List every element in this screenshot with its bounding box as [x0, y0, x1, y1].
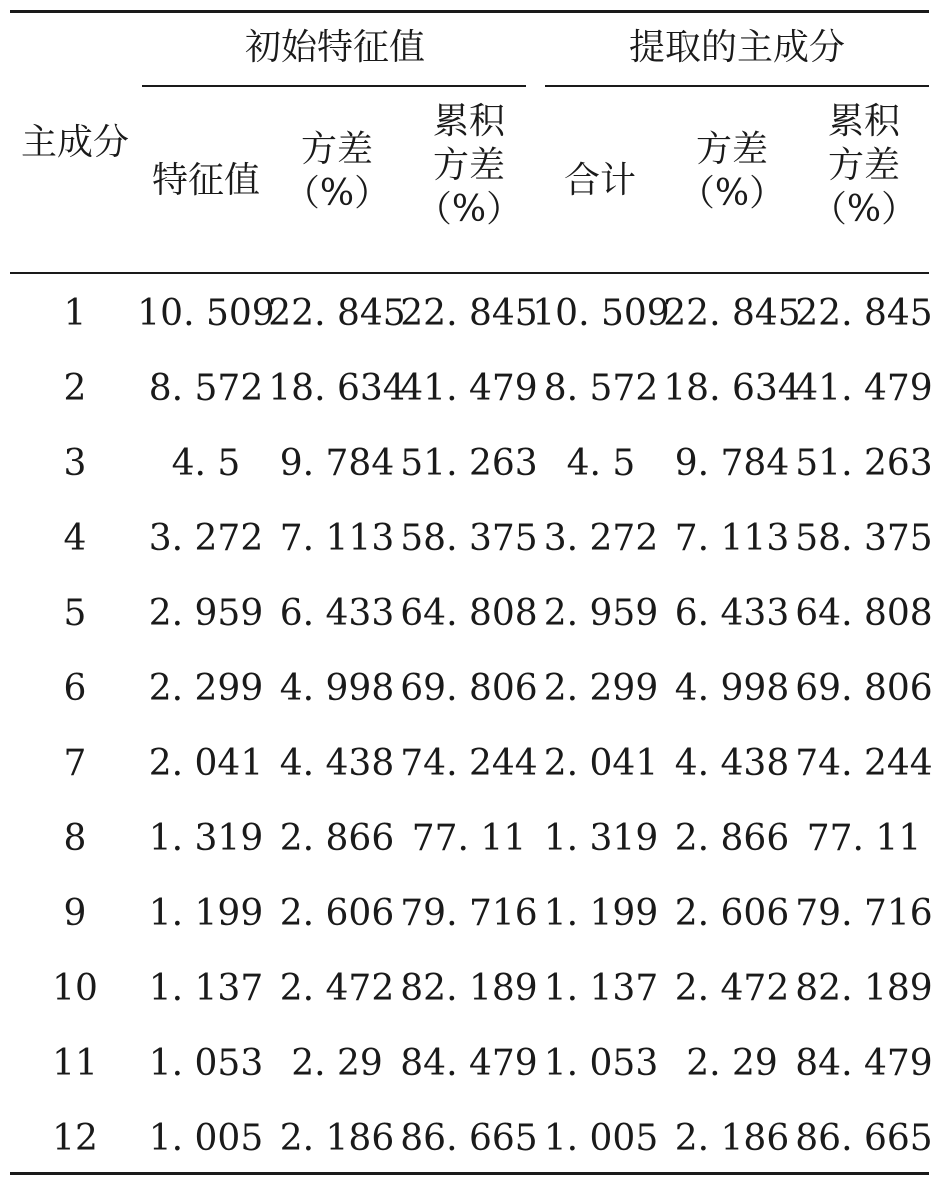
cell-variance: 2. 472: [279, 968, 395, 1009]
cell-variance-extracted: 2. 186: [674, 1118, 790, 1159]
group-header-initial: 初始特征值: [244, 27, 425, 68]
cell-variance-extracted: 18. 634: [663, 368, 801, 409]
cell-total: 1. 053: [543, 1043, 659, 1084]
row-header: 主成分: [20, 122, 129, 163]
group-underline-initial: [142, 85, 526, 87]
cell-variance: 18. 634: [268, 368, 406, 409]
cell-variance-extracted: 6. 433: [674, 593, 790, 634]
cell-eigenvalue: 1. 137: [148, 968, 264, 1009]
cell-variance-extracted: 2. 472: [674, 968, 790, 1009]
cell-cumulative-extracted: 84. 479: [795, 1043, 933, 1084]
col-header-cumulative-label-1: 累积: [827, 101, 900, 142]
cell-component: 7: [63, 743, 87, 784]
cell-total: 2. 959: [543, 593, 659, 634]
cell-component: 6: [63, 668, 87, 709]
cell-cumulative: 69. 806: [400, 668, 538, 709]
cell-variance-extracted: 7. 113: [674, 518, 790, 559]
cell-cumulative-extracted: 64. 808: [795, 593, 933, 634]
cell-component: 9: [63, 893, 87, 934]
cell-total: 1. 005: [543, 1118, 659, 1159]
cell-total: 4. 5: [566, 443, 636, 484]
col-header-variance-unit: （%）: [283, 172, 391, 214]
cell-cumulative-extracted: 74. 244: [795, 743, 933, 784]
cell-eigenvalue: 2. 299: [148, 668, 264, 709]
col-header-cumulative-initial: [404, 100, 534, 232]
cell-cumulative-extracted: 82. 189: [795, 968, 933, 1009]
cell-component: 3: [63, 443, 87, 484]
cell-component: 5: [63, 593, 87, 634]
cell-eigenvalue: 8. 572: [148, 368, 264, 409]
cell-component: 4: [63, 518, 87, 559]
col-header-cumulative-extracted: [799, 100, 929, 232]
cell-cumulative-extracted: 79. 716: [795, 893, 933, 934]
cell-variance-extracted: 9. 784: [674, 443, 790, 484]
cell-cumulative-extracted: 41. 479: [795, 368, 933, 409]
group-underline-extracted: [545, 85, 929, 87]
col-header-variance-label: 方差: [300, 129, 373, 170]
cell-cumulative-extracted: 58. 375: [795, 518, 933, 559]
cell-eigenvalue: 1. 005: [148, 1118, 264, 1159]
cell-cumulative: 51. 263: [400, 443, 538, 484]
cell-cumulative: 86. 665: [400, 1118, 538, 1159]
cell-total: 1. 199: [543, 893, 659, 934]
cell-cumulative: 84. 479: [400, 1043, 538, 1084]
cell-cumulative: 22. 845: [400, 293, 538, 334]
col-header-total: 合计: [563, 160, 636, 201]
cell-eigenvalue: 4. 5: [171, 443, 241, 484]
bottom-rule: [10, 1172, 929, 1175]
cell-cumulative: 77. 11: [411, 818, 527, 859]
cell-variance-extracted: 4. 438: [674, 743, 790, 784]
cell-total: 3. 272: [543, 518, 659, 559]
cell-variance: 2. 866: [279, 818, 395, 859]
col-header-eigenvalue: 特征值: [151, 160, 260, 201]
cell-eigenvalue: 1. 053: [148, 1043, 264, 1084]
cell-cumulative: 74. 244: [400, 743, 538, 784]
col-header-variance-label: 方差: [695, 129, 768, 170]
cell-cumulative: 41. 479: [400, 368, 538, 409]
cell-cumulative-extracted: 22. 845: [795, 293, 933, 334]
cell-eigenvalue: 2. 959: [148, 593, 264, 634]
header-rule: [10, 272, 929, 274]
cell-variance: 2. 606: [279, 893, 395, 934]
cell-component: 10: [52, 968, 98, 1009]
cell-eigenvalue: 1. 199: [148, 893, 264, 934]
cell-total: 1. 137: [543, 968, 659, 1009]
cell-component: 8: [63, 818, 87, 859]
col-header-cumulative-label-2: 方差: [827, 144, 900, 186]
cell-total: 2. 299: [543, 668, 659, 709]
col-header-cumulative-label-1: 累积: [432, 101, 505, 142]
cell-cumulative: 79. 716: [400, 893, 538, 934]
cell-eigenvalue: 2. 041: [148, 743, 264, 784]
cell-variance-extracted: 2. 866: [674, 818, 790, 859]
col-header-variance-unit: （%）: [678, 172, 786, 214]
cell-cumulative-extracted: 86. 665: [795, 1118, 933, 1159]
cell-cumulative: 58. 375: [400, 518, 538, 559]
cell-cumulative-extracted: 51. 263: [795, 443, 933, 484]
cell-variance: 4. 438: [279, 743, 395, 784]
col-header-cumulative-unit: （%）: [415, 188, 523, 230]
cell-total: 1. 319: [543, 818, 659, 859]
group-header-extracted: 提取的主成分: [628, 27, 845, 68]
cell-variance-extracted: 2. 29: [686, 1043, 778, 1084]
cell-variance: 7. 113: [279, 518, 395, 559]
col-header-variance-initial: [272, 128, 402, 216]
cell-total: 2. 041: [543, 743, 659, 784]
top-rule: [10, 10, 929, 13]
cell-eigenvalue: 3. 272: [148, 518, 264, 559]
cell-total: 8. 572: [543, 368, 659, 409]
cell-variance-extracted: 22. 845: [663, 293, 801, 334]
col-header-cumulative-label-2: 方差: [432, 144, 505, 186]
cell-cumulative-extracted: 77. 11: [806, 818, 922, 859]
cell-variance: 6. 433: [279, 593, 395, 634]
cell-variance: 4. 998: [279, 668, 395, 709]
cell-component: 1: [63, 293, 87, 334]
cell-total: 10. 509: [532, 293, 670, 334]
cell-eigenvalue: 10. 509: [137, 293, 275, 334]
cell-cumulative-extracted: 69. 806: [795, 668, 933, 709]
cell-eigenvalue: 1. 319: [148, 818, 264, 859]
cell-variance: 2. 186: [279, 1118, 395, 1159]
col-header-variance-extracted: [667, 128, 797, 216]
cell-variance-extracted: 4. 998: [674, 668, 790, 709]
cell-variance: 22. 845: [268, 293, 406, 334]
cell-variance: 2. 29: [291, 1043, 383, 1084]
cell-cumulative: 64. 808: [400, 593, 538, 634]
col-header-cumulative-unit: （%）: [810, 188, 918, 230]
cell-component: 2: [63, 368, 87, 409]
cell-variance-extracted: 2. 606: [674, 893, 790, 934]
cell-component: 11: [52, 1043, 98, 1084]
cell-variance: 9. 784: [279, 443, 395, 484]
cell-component: 12: [52, 1118, 98, 1159]
cell-cumulative: 82. 189: [400, 968, 538, 1009]
